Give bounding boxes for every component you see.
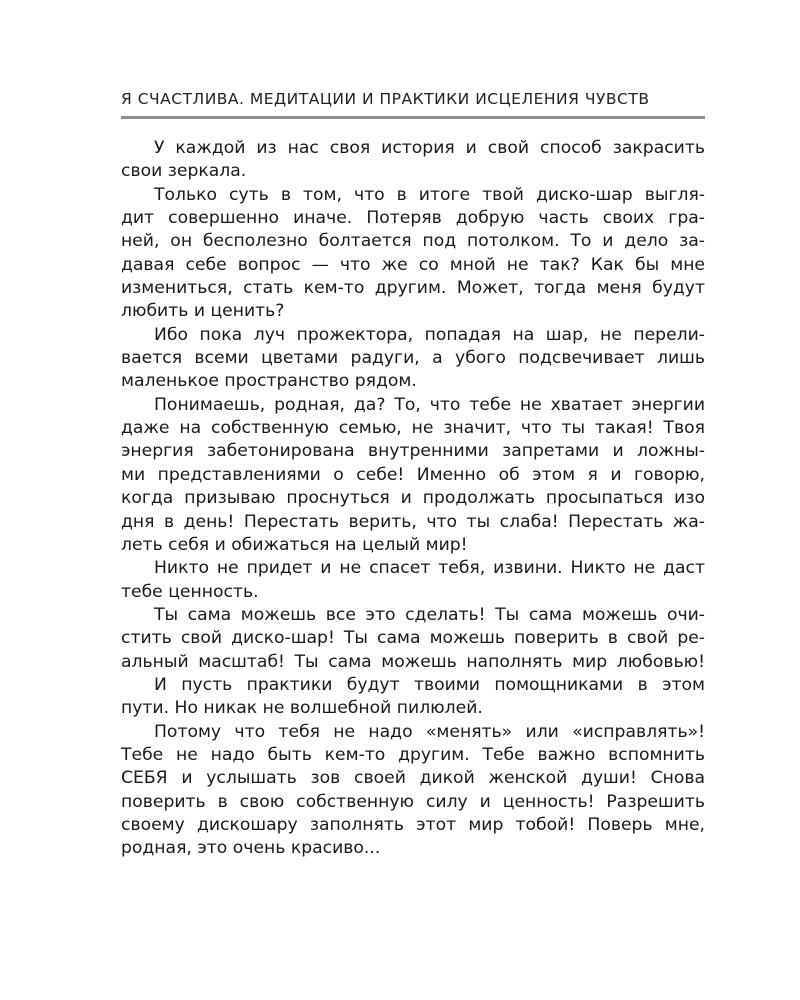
text-line: ней, он бесполезно болтается под потолком. То и дело за-: [121, 231, 705, 252]
text-line: дит совершенно иначе. Потеряв добрую часть своих гра-: [121, 208, 705, 229]
text-line: своему дискошару заполнять этот мир тобой! Поверь мне,: [121, 814, 705, 835]
text-line: Потому что тебя не надо «менять» или «исправлять»!: [154, 721, 705, 742]
text-line: альный масштаб! Ты сама можешь наполнять мир любовью!: [121, 651, 705, 672]
text-line: родная, это очень красиво...: [121, 838, 381, 859]
text-line: СЕБЯ и услышать зов своей дикой женской души! Снова: [121, 768, 705, 789]
text-line: энергия забетонирована внутренними запретами и ложны-: [121, 441, 705, 462]
text-line: Ибо пока луч прожектора, попадая на шар, не перели-: [154, 324, 705, 345]
text-line: поверить в свою собственную силу и ценность! Разрешить: [121, 791, 705, 812]
text-line: стить свой диско-шар! Ты сама можешь поверить в свой ре-: [121, 628, 705, 649]
text-line: измениться, стать кем-то другим. Может, тогда меня будут: [121, 278, 705, 299]
text-line: И пусть практики будут твоими помощниками в этом: [154, 674, 705, 695]
text-line: дня в день! Перестать верить, что ты слаба! Перестать жа-: [121, 511, 705, 532]
text-line: тебе ценность.: [121, 581, 259, 602]
text-line: свои зеркала.: [121, 161, 247, 182]
text-line: давая себе вопрос — что же со мной не так? Как бы мне: [121, 254, 705, 275]
body-text: [121, 137, 705, 861]
text-line: леть себя и обижаться на целый мир!: [121, 534, 468, 555]
header-rule: [121, 116, 705, 119]
text-line: маленькое пространство рядом.: [121, 371, 417, 392]
text-line: Понимаешь, родная, да? То, что тебе не хватает энергии: [154, 394, 705, 415]
text-line: вается всеми цветами радуги, а убого подсвечивает лишь: [121, 348, 705, 369]
text-line: когда призываю проснуться и продолжать просыпаться изо: [121, 488, 705, 509]
text-line: пути. Но никак не волшебной пилюлей.: [121, 698, 483, 719]
running-head-title: Я СЧАСТЛИВА. МЕДИТАЦИИ И ПРАКТИКИ ИСЦЕЛЕНИЯ ЧУВСТВ: [121, 90, 650, 108]
text-line: ми представлениями о себе! Именно об этом я и говорю,: [121, 464, 705, 485]
text-line: Тебе не надо быть кем-то другим. Тебе важно вспомнить: [121, 744, 705, 765]
text-line: У каждой из нас своя история и свой способ закрасить: [154, 138, 705, 158]
text-line: Только суть в том, что в итоге твой диско-шар выгля-: [154, 184, 705, 205]
text-line: Ты сама можешь все это сделать! Ты сама можешь очи-: [154, 604, 705, 625]
text-line: Никто не придет и не спасет тебя, извини. Никто не даст: [154, 558, 705, 579]
text-line: любить и ценить?: [121, 301, 285, 322]
text-line: даже на собственную семью, не значит, что ты такая! Твоя: [121, 418, 705, 439]
